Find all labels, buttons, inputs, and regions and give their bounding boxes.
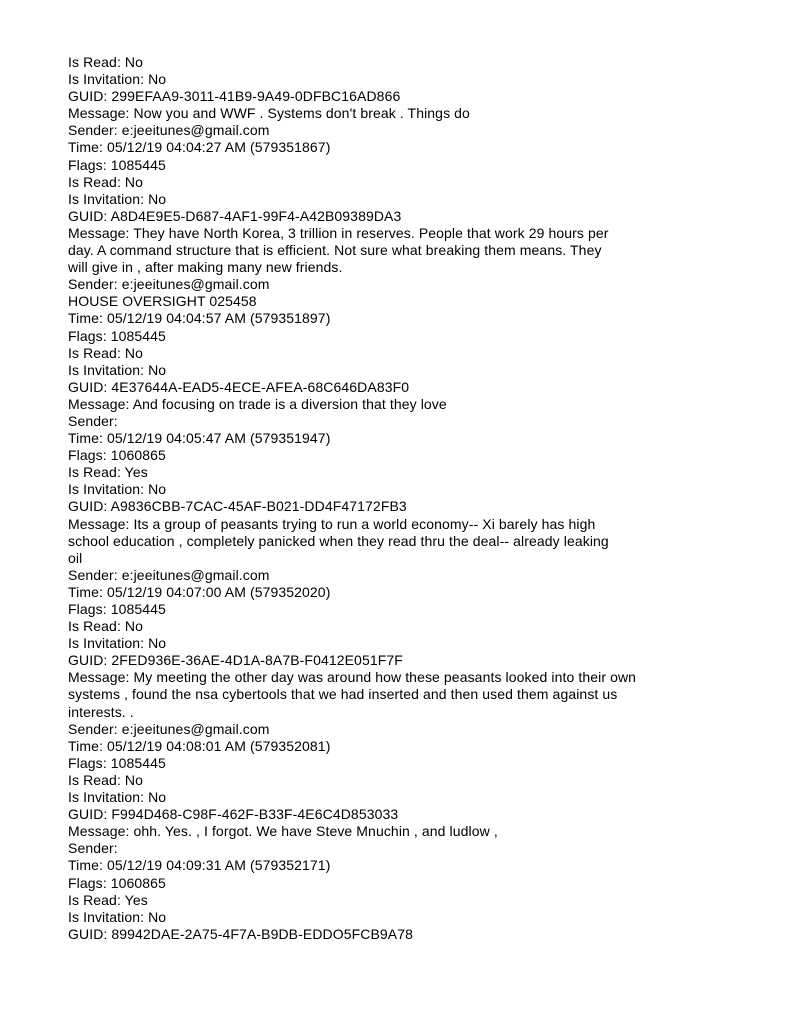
text-line: day. A command structure that is efficient. Not sure what breaking them means. They	[68, 242, 602, 259]
text-line: Sender: e:jeeitunes@gmail.com	[68, 122, 270, 139]
text-line: Message: And focusing on trade is a diversion that they love	[68, 395, 447, 412]
text-line: Is Invitation: No	[68, 481, 167, 498]
text-line: Flags: 1085445	[68, 754, 166, 771]
text-line: Is Read: No	[68, 173, 144, 190]
text-line: Sender: e:jeeitunes@gmail.com	[68, 566, 270, 583]
text-line: GUID: 89942DAE-2A75-4F7A-B9DB-EDDO5FCB9A78	[68, 925, 414, 942]
text-line: Is Invitation: No	[68, 361, 167, 378]
text-line: Sender:	[68, 840, 118, 857]
text-line: oil	[68, 549, 83, 566]
text-line: Is Invitation: No	[68, 908, 167, 925]
text-line: Is Read: No	[68, 771, 144, 788]
text-line: Flags: 1085445	[68, 601, 166, 617]
text-line: Message: ohh. Yes. , I forgot. We have Steve Mnuchin , and ludlow ,	[68, 823, 498, 840]
text-line: Flags: 1085445	[68, 156, 166, 173]
text-line: GUID: 2FED936E-36AE-4D1A-8A7B-F0412E051F7F	[68, 652, 403, 669]
text-line: Is Read: No	[68, 618, 144, 635]
text-line: Is Invitation: No	[68, 635, 167, 652]
text-line: Is Read: Yes	[68, 891, 148, 908]
document-text	[68, 54, 748, 943]
text-line: Is Read: Yes	[68, 464, 148, 481]
text-line: Time: 05/12/19 04:08:01 AM (579352081)	[68, 737, 331, 754]
text-line: Time: 05/12/19 04:04:57 AM (579351897)	[68, 310, 331, 327]
text-line: Message: They have North Korea, 3 trillion in reserves. People that work 29 hours per	[68, 224, 609, 241]
text-line: Sender: e:jeeitunes@gmail.com	[68, 720, 270, 737]
text-line: school education , completely panicked when they read thru the deal-- already leaking	[68, 532, 609, 549]
text-line: Flags: 1060865	[68, 447, 166, 464]
text-line: Message: Now you and WWF . Systems don't break . Things do	[68, 105, 470, 122]
text-line: Time: 05/12/19 04:09:31 AM (579352171)	[68, 857, 331, 874]
text-line: Message: Its a group of peasants trying to run a world economy-- Xi barely has high	[68, 515, 596, 532]
text-line: GUID: 4E37644A-EAD5-4ECE-AFEA-68C646DA83F0	[68, 378, 410, 395]
text-line: Time: 05/12/19 04:04:27 AM (579351867)	[68, 139, 331, 156]
text-line: Message: My meeting the other day was around how these peasants looked into their own	[68, 669, 637, 686]
text-line: HOUSE OVERSIGHT 025458	[68, 293, 257, 310]
text-line: Flags: 1085445	[68, 327, 166, 344]
text-line: Sender:	[68, 412, 118, 429]
text-line: will give in , after making many new friends.	[68, 259, 343, 276]
text-line: Is Read: No	[68, 344, 144, 361]
text-line: interests. .	[68, 703, 134, 720]
text-line: Sender: e:jeeitunes@gmail.com	[68, 276, 270, 293]
text-line: Time: 05/12/19 04:05:47 AM (579351947)	[68, 430, 331, 447]
text-line: systems , found the nsa cybertools that we had inserted and then used them against us	[68, 686, 618, 703]
text-line: GUID: 299EFAA9-3011-41B9-9A49-0DFBC16AD866	[68, 88, 401, 105]
text-line: Time: 05/12/19 04:07:00 AM (579352020)	[68, 583, 331, 600]
text-line: Is Invitation: No	[68, 190, 167, 207]
text-line: Is Read: No	[68, 54, 144, 70]
text-line: GUID: A8D4E9E5-D687-4AF1-99F4-A42B09389DA3	[68, 207, 402, 224]
text-line: Flags: 1060865	[68, 874, 166, 891]
text-line: Is Invitation: No	[68, 789, 167, 806]
text-line: Is Invitation: No	[68, 71, 167, 88]
text-line: GUID: F994D468-C98F-462F-B33F-4E6C4D853033	[68, 806, 399, 823]
text-line: GUID: A9836CBB-7CAC-45AF-B021-DD4F47172FB3	[68, 498, 407, 515]
